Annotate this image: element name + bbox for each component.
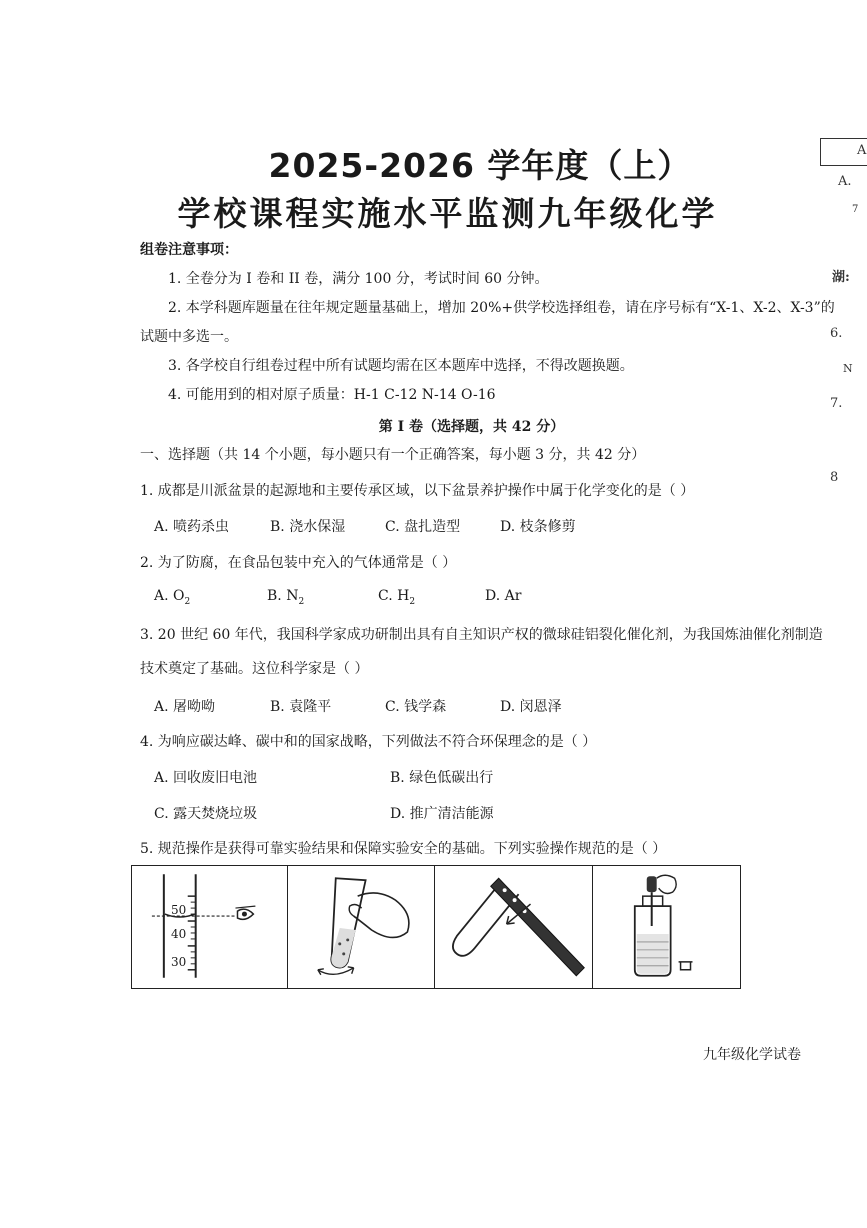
question-4-option-a: A. 回收废旧电池 — [154, 770, 258, 786]
exam-title-subject: 学校课程实施水平监测九年级化学 — [177, 194, 718, 233]
question-2-option-a: A. $O_2$ — [154, 588, 191, 607]
question-1-option-d: D. 枝条修剪 — [500, 519, 576, 535]
figure-panel-c — [435, 866, 593, 988]
tube-clamp-illustration — [435, 866, 592, 988]
margin-text: 8 — [830, 470, 839, 485]
question-3-stem-cont: 技术奠定了基础。这位科学家是（ ） — [140, 661, 369, 677]
figure-panel-d — [593, 866, 740, 988]
question-1-option-b: B. 浇水保湿 — [270, 519, 346, 535]
question-4-option-b: B. 绿色低碳出行 — [390, 770, 494, 786]
question-2-option-b: B. $N_2$ — [267, 588, 305, 607]
notes-item: 试题中多选一。 — [140, 329, 238, 345]
question-2-option-c: C. $H_2$ — [378, 588, 416, 607]
cylinder-tick-label: 40 — [171, 927, 187, 941]
margin-text: A. — [838, 174, 852, 189]
margin-text: 7. — [830, 396, 843, 411]
graduated-cylinder-illustration — [132, 866, 287, 988]
test-tube-shaking-illustration — [288, 866, 433, 988]
notes-item: 3. 各学校自行组卷过程中所有试题均需在区本题库中选择，不得改题换题。 — [168, 358, 634, 374]
question-2-option-d: D. Ar — [485, 588, 522, 604]
notes-item: 1. 全卷分为 I 卷和 II 卷，满分 100 分，考试时间 60 分钟。 — [168, 271, 549, 287]
notes-item: 2. 本学科题库题量在往年规定题量基础上，增加 20%+供学校选择组卷，请在序号标有“X-1、X-2、X-3”的 — [168, 300, 835, 316]
question-3-stem: 3. 20 世纪 60 年代，我国科学家成功研制出具有自主知识产权的微球硅铝裂化催化剂，为我国炼油催化剂制造 — [140, 627, 823, 643]
question-1-option-a: A. 喷药杀虫 — [154, 519, 230, 535]
figure-panel-b — [288, 866, 434, 988]
margin-box — [820, 138, 867, 166]
cylinder-tick-label: 50 — [171, 903, 187, 917]
cylinder-tick-label: 30 — [171, 955, 187, 969]
part1-header: 第 I 卷（选择题，共 42 分） — [378, 419, 565, 435]
question-3-option-a: A. 屠呦呦 — [154, 699, 216, 715]
question-2-stem: 2. 为了防腐，在食品包装中充入的气体通常是（ ） — [140, 555, 457, 571]
notes-heading: 组卷注意事项： — [140, 242, 238, 258]
exam-title-year: 2025-2026 学年度（上） — [268, 146, 692, 185]
question-1-stem: 1. 成都是川派盆景的起源地和主要传承区域，以下盆景养护操作中属于化学变化的是（ ） — [140, 483, 695, 499]
dropper-bottle-illustration — [593, 866, 740, 988]
margin-text: N — [843, 362, 853, 375]
question-4-stem: 4. 为响应碳达峰、碳中和的国家战略，下列做法不符合环保理念的是（ ） — [140, 734, 597, 750]
figure-panel-a — [132, 866, 288, 988]
question-1-option-c: C. 盘扎造型 — [385, 519, 461, 535]
question-3-option-c: C. 钱学森 — [385, 699, 447, 715]
margin-text: 湖: — [832, 270, 850, 285]
question-5-figure — [131, 865, 741, 989]
footer-label: 九年级化学试卷 — [703, 1047, 801, 1063]
question-3-option-b: B. 袁隆平 — [270, 699, 332, 715]
question-5-stem: 5. 规范操作是获得可靠实验结果和保障实验安全的基础。下列实验操作规范的是（ ） — [140, 841, 667, 857]
margin-text: 6. — [830, 326, 843, 341]
section-header: 一、选择题（共 14 个小题，每小题只有一个正确答案，每小题 3 分，共 42 分） — [140, 447, 646, 463]
notes-item: 4. 可能用到的相对原子质量：H-1 C-12 N-14 O-16 — [168, 387, 496, 403]
question-4-option-c: C. 露天焚烧垃圾 — [154, 806, 258, 822]
margin-box-text: A — [857, 143, 867, 158]
question-3-option-d: D. 闵恩泽 — [500, 699, 562, 715]
margin-text: 7 — [852, 204, 859, 215]
question-4-option-d: D. 推广清洁能源 — [390, 806, 494, 822]
